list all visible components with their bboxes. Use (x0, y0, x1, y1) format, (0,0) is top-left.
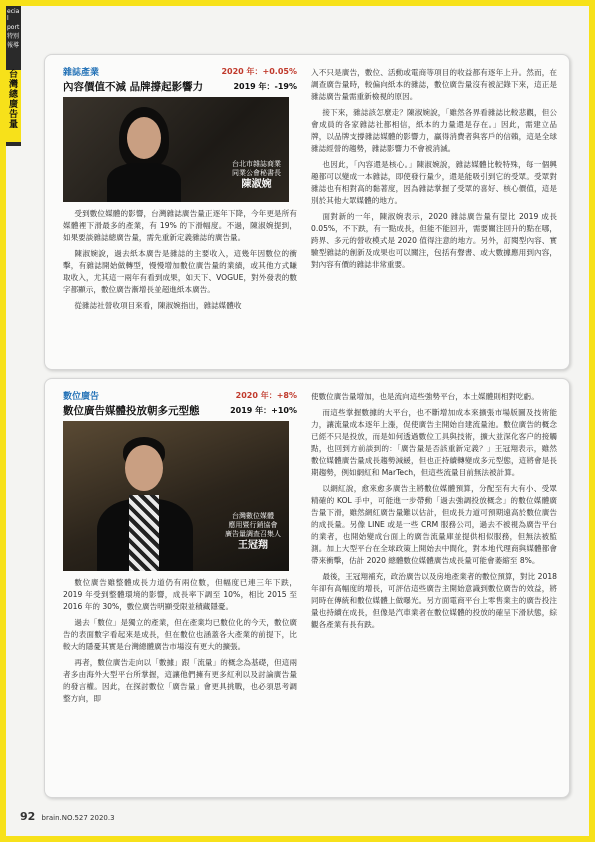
article-category: 雜誌產業 (63, 68, 100, 78)
article-digital-advertising (44, 378, 570, 798)
portrait-photo (63, 421, 289, 571)
caption-name: 王冠翔 (238, 540, 268, 551)
paragraph: 接下來，雜誌該怎麼走？陳淑婉說，「雖然各界看雜誌比較悲觀，但公會成員的各家雜誌社都相信，紙本的力量還是存在。」因此，需建立品牌，以品牌支撐雜誌媒體的影響力，贏得消費者與客戶的信賴，這是全球雜誌經營的趨勢，雜誌影響力不會被消滅。 (311, 108, 557, 153)
paragraph: 面對新的一年，陳淑婉表示，2020 雜誌廣告量有望比 2019 成長 0.05%，不下跌，有一點成長，但能不能回升，需要關注回升的點在哪，跨界、多元的營收模式是 2020 值得注意的地方。另外，訂閱型內容、實驗型雜誌的創新及成果也可以關注，包括有聲書、或大數據應用到內容，對內容有價的雜誌非常重要。 (311, 212, 557, 269)
paragraph: 數位廣告雖整體成長力道仍有兩位數，但幅度已連三年下跌，2019 年受到整體環境的影響，成長率下調至 10%，相比 2015 至 2016 年的 30%，數位廣告明顯受限並積藏隱憂。 (63, 578, 297, 611)
article-right-column (311, 67, 557, 275)
caption-line-2: 同業公會秘書長 (232, 169, 281, 177)
person-face (127, 117, 161, 159)
paragraph: 而這些掌握數據的大平台，也不斷增加成本來擴張市場版圖及技術能力，讓流量成本逐年上漲，促使廣告主開始自建流量池。數位廣告的概念已經不只是投放，而是如何透過數位工具與技術，擴大並深化客户的接觸點，也回到方前談到的：「廣告量是否該重新定義？」王冠翔表示，雖然數位媒體廣告量成長趨勢減緩，但也正持續轉變成多元型態，這將會是長期趨勢，例如網紅和 MarTech，但這些流量目前無法被計算。 (311, 408, 557, 477)
paragraph: 入不只是廣告，數位、活動或電商等項目的收益都有逐年上升。然而，在調查廣告量時，較偏向紙本的雜誌，數位廣告量沒有被記錄下來，這正是雜誌廣告量需重新檢視的原因。 (311, 68, 557, 101)
paragraph: 也因此，「內容還是核心。」陳淑婉說，雜誌媒體比較特殊，每一個興趣都可以變成一本雜誌，即使發行量少，還是能吸引到它的受眾。受眾對雜誌也有相對高的黏著度，因為雜誌掌握了受眾的喜好、核心價值，這是別於其他大眾媒體的地方。 (311, 160, 557, 205)
portrait-photo (63, 97, 289, 202)
article-header (57, 389, 297, 419)
section-tab-label-4: 報導 (7, 42, 20, 49)
person-face (125, 445, 163, 491)
paragraph: 再者，數位廣告走向以「數據」跟「流量」的概念為基礎，但這兩者多由海外大型平台所掌握，這讓他們擁有更多紅利以及討論廣告量的發言權。因此，在探討數位「廣告量」會更具挑戰，也必須思考調整方向，即 (63, 658, 297, 703)
caption-line-2: 應用暨行銷協會 (228, 521, 278, 529)
paragraph: 從雜誌社營收項目來看，陳淑婉指出，雜誌媒體收 (74, 301, 242, 310)
caption-line-1: 台灣數位媒體 (232, 512, 274, 520)
stat-2020: 2020 年：+8% (235, 391, 297, 400)
stat-2019: 2019 年：-19% (233, 82, 297, 91)
section-tab-label-3: 特別 (7, 33, 20, 40)
striped-scarf (129, 495, 159, 571)
person-body (107, 163, 181, 202)
article-left-column (57, 65, 297, 316)
caption-line-1: 台北市雜誌商業 (232, 160, 281, 168)
article-header (57, 65, 297, 95)
paragraph: 過去「數位」是獨立的產業，但在產業均已數位化的今天，數位廣告的表面數字看起來是成長，但在數位也涵蓋各大產業的前提下，比較大的隱憂其實是台灣總體廣告市場沒有更大的擴張。 (63, 618, 297, 651)
caption-line-3: 廣告量調查召集人 (225, 530, 281, 538)
page-footer (20, 810, 115, 823)
article-right-column (311, 391, 557, 635)
article-category: 數位廣告 (63, 392, 100, 402)
article-magazine-industry (44, 54, 570, 370)
caption-name: 陳淑婉 (241, 179, 272, 190)
paragraph: 以網紅說，愈來愈多廣告主將數位媒體預算，分配至有大有小、受眾精確的 KOL 手中，可能進一步帶動「過去強調投放概念」的數位媒體廣告量下滑，雖然網紅廣告量難以估計，但成長力道可預期遠高於數位廣告的成長量。另像 LINE 或是一些 CRM 服務公司，過去不被視為廣告平台的業者，也開始變成台面上的廣告流量庫並提供相似服務，但無法被監測。加上大型平台在全球政策上開始去中間化，對本地代理商與媒體都會帶來衝擊，估計 2020 總體數位媒體廣告成長量可能會萎縮至 8%。 (311, 484, 557, 565)
section-tab-title: 台灣總廣告量 (6, 70, 21, 142)
paragraph: 受到數位媒體的影響，台灣雜誌廣告量正逐年下降，今年更是所有媒體裡下滑最多的產業，有 19% 的下滑幅度。不過，陳淑婉提到，如果要談雜誌總廣告量，需先重新定義雜誌的廣告量。 (63, 209, 297, 242)
stat-2020: 2020 年：+0.05% (221, 67, 297, 76)
section-tab-label-1: ecial (7, 8, 20, 22)
section-tab (6, 6, 21, 146)
photo-caption (225, 512, 281, 553)
issue-info: brain.NO.527 2020.3 (41, 814, 115, 822)
paragraph: 陳淑婉說，過去紙本廣告是雜誌的主要收入，這幾年因數位的衝擊，有雜誌開始做轉型，慢慢增加數位廣告量的業績，或其他方式賺取收入，尤其這一兩年有看到成果，如天下、VOGUE，對外發表的數字都顯示，數位廣告漸增長並超進紙本廣告。 (63, 249, 297, 294)
stat-2019: 2019 年：+10% (230, 406, 297, 415)
section-tab-label-2: port (7, 24, 20, 31)
magazine-page (6, 6, 589, 836)
paragraph: 最後，王冠翔補充，政治廣告以及房地產業者的數位預算，對比 2018 年卻有高幅度的增長，可評估這些廣告主開始意識到數位廣告的效益，將同時在傳統和數位媒體上做曝光。另方面電商平台上零售業主的廣告投注量也持續在成長，但像是汽車業者在數位媒體的投放的確呈下滑狀態，綜觀各產業有長有跌。 (311, 572, 557, 629)
photo-caption (232, 160, 281, 192)
article-title: 數位廣告媒體投放朝多元型態 (63, 405, 200, 417)
page-number: 92 (20, 810, 36, 823)
article-title: 內容價值不減 品牌撐起影響力 (63, 81, 204, 93)
article-left-column (57, 389, 297, 709)
paragraph: 使數位廣告量增加，也是流向這些強勢平台，本土媒體則相對吃虧。 (311, 392, 539, 401)
